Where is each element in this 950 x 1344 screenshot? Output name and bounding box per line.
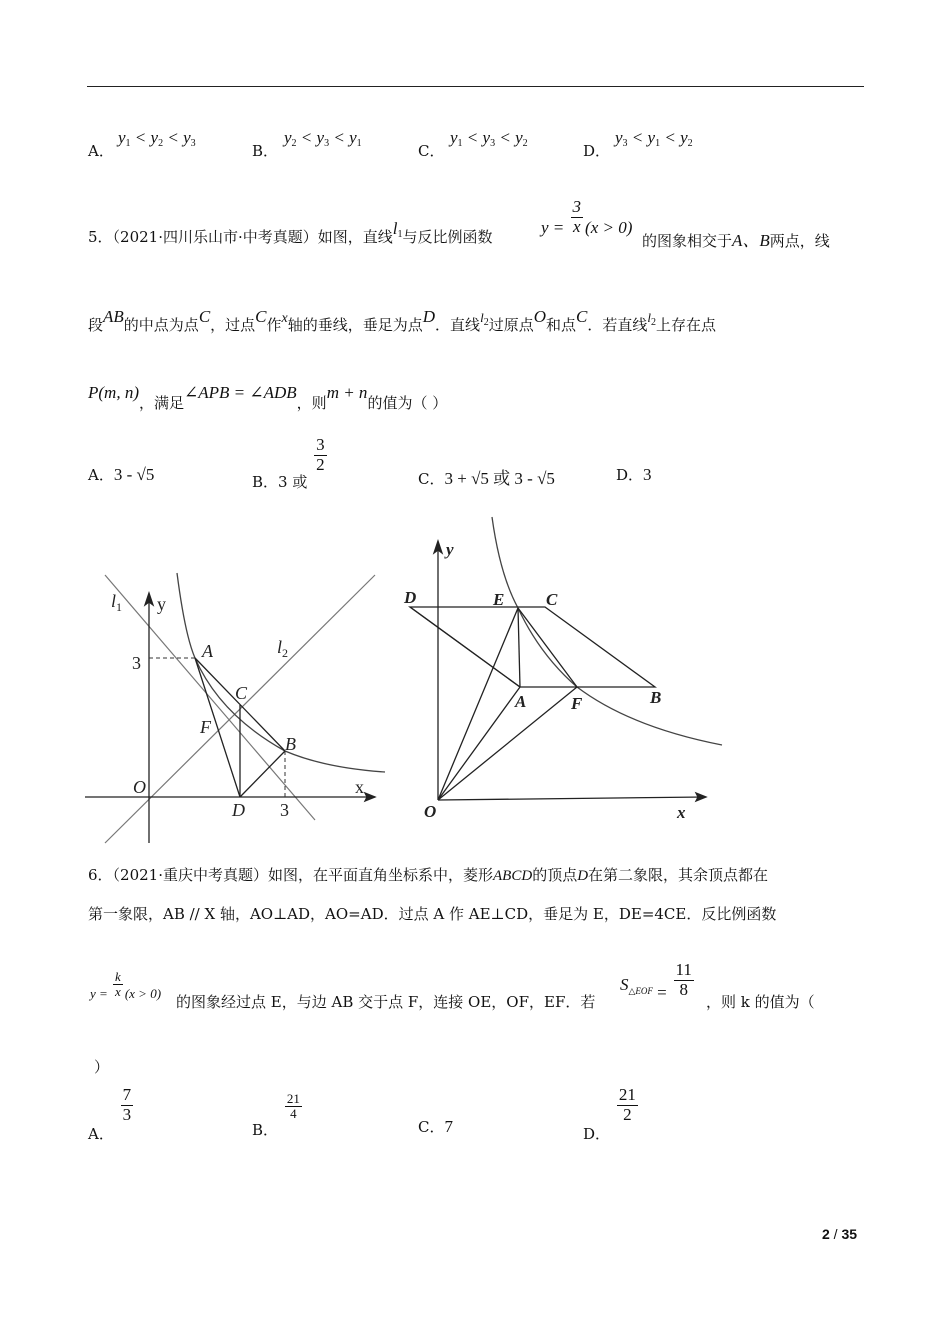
label-a: A [202, 641, 213, 661]
label-c: C [235, 683, 248, 703]
q5-line1: 5．（2021·四川乐山市·中考真题）如图，直线$l_1$与反比例函数 [88, 219, 493, 246]
label-x: x [677, 803, 686, 822]
q4-option-d-expr: $y_3 < y_1 < y_2$ [615, 128, 693, 149]
q4-option-b: B． [252, 142, 279, 160]
q6-area-expr: $S_{\triangle EOF}$ = $\frac{11}{8}$ [620, 960, 692, 1003]
q6-line3: 的图象经过点 E，与边 AB 交于点 F，连接 OE，OF，EF．若 [176, 993, 596, 1011]
q5-function: y = $\frac{3}{x}$ (x > 0) [541, 197, 633, 238]
label-x: x [355, 777, 364, 797]
q5-line2: 段AB的中点为点C，过点C作x轴的垂线，垂足为点D．直线$l_2$过原点O和点C．若直线$l_2$上存在点 [88, 307, 716, 334]
q5-option-c: C．3 + √5 或 3 - √5 [418, 469, 555, 488]
label-y: y [446, 540, 454, 559]
x-axis [438, 797, 705, 800]
x-axis-arrow [365, 793, 375, 801]
header-rule [87, 86, 864, 87]
q4-option-d: D． [583, 142, 611, 160]
segment-ef [518, 608, 577, 687]
figure-q6 [400, 515, 725, 830]
q6-function: y = $\frac{k}{x}$ (x > 0) [90, 969, 162, 1001]
q4-option-a: A． [88, 142, 114, 160]
q6-option-d: D． $\frac{21}{2}$ [583, 1085, 636, 1144]
label-a: A [515, 692, 527, 711]
label-y: y [157, 594, 166, 614]
q6-close-paren: ） [94, 1058, 110, 1076]
segment-ae [518, 608, 520, 687]
q5-option-b: B．3 或 $\frac{3}{2}$ [252, 435, 325, 492]
q5-line3: P(m, n)，满足∠APB = ∠ADB，则m + n的值为（ ） [88, 383, 448, 412]
q6-line3-end: ，则 k 的值为（ [706, 993, 815, 1011]
label-o: O [424, 802, 437, 821]
q6-option-a: A． $\frac{7}{3}$ [88, 1085, 132, 1144]
label-c: C [546, 590, 558, 609]
label-o: O [133, 777, 146, 797]
label-3-y: 3 [132, 653, 141, 673]
label-f: F [571, 694, 583, 713]
label-b: B [285, 734, 296, 754]
label-d: D [404, 588, 417, 607]
q6-option-b: B． $\frac{21}{4}$ [252, 1091, 300, 1139]
label-3-x: 3 [280, 800, 289, 820]
q4-option-c-expr: $y_1 < y_3 < y_2$ [450, 128, 528, 149]
q5-option-a: A．3 - √5 [88, 465, 155, 484]
x-axis-arrow [696, 793, 706, 801]
hyperbola-curve [492, 517, 722, 745]
figure-q5 [85, 565, 390, 845]
label-f: F [200, 717, 211, 737]
q4-option-b-expr: $y_2 < y_3 < y_1$ [284, 128, 362, 149]
q6-line2: 第一象限，AB // X 轴，AO⊥AD，AO=AD．过点 A 作 AE⊥CD，垂足为 E，DE=4CE．反比例函数 [88, 905, 777, 923]
q5-option-d: D．3 [616, 465, 652, 484]
label-l1: $l_1$ [111, 591, 123, 614]
q6-line1: 6．（2021·重庆中考真题）如图，在平面直角坐标系中，菱形ABCD的顶点D在第二象限，其余顶点都在 [88, 866, 769, 884]
rhombus-abcd [410, 607, 655, 687]
label-e: E [493, 590, 505, 609]
page-number: 2 / 35 [822, 1226, 858, 1242]
label-d: D [232, 800, 245, 820]
segment-ad [410, 607, 520, 687]
label-l2: $l_2$ [277, 637, 289, 660]
q6-option-c: C．7 [418, 1117, 453, 1136]
q5-line1-end: 的图象相交于A、B两点，线 [642, 231, 830, 250]
q4-option-c: C． [418, 142, 445, 160]
label-b: B [650, 688, 662, 707]
q4-option-a-expr: $y_1 < y_2 < y_3$ [118, 128, 196, 149]
